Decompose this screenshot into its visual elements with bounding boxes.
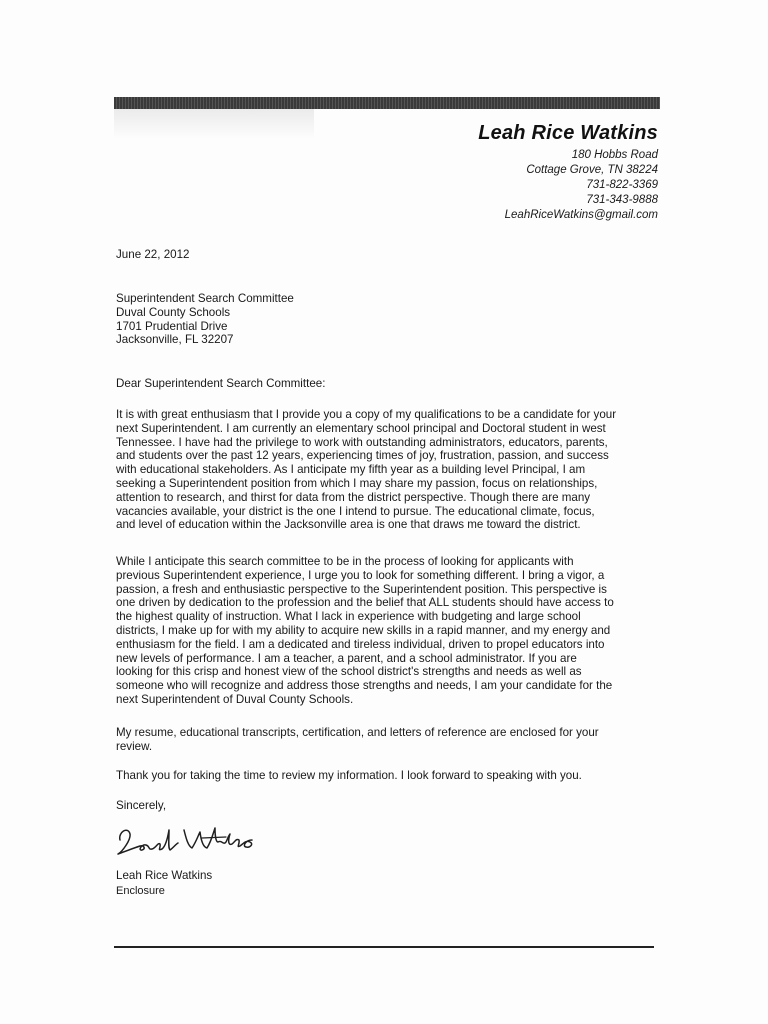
letterhead-bar — [114, 97, 660, 109]
sender-email: LeahRiceWatkins@gmail.com — [504, 209, 658, 221]
handwritten-signature — [114, 818, 264, 860]
recipient-line: Duval County Schools — [116, 305, 231, 319]
paragraph-line: and students over the past 12 years, experiencing times of joy, frustration, passion, and success — [116, 449, 609, 463]
paragraph-line: the highest quality of instruction. What I lack in experience with budgeting and large school — [116, 610, 581, 624]
paragraph-line: someone who will recognize and address those strengths and needs, I am your candidate for the — [116, 679, 613, 693]
paragraph-line: districts, I make up for with my ability to acquire new skills in a rapid manner, and my energy and — [116, 623, 611, 637]
paragraph-2 — [116, 555, 656, 707]
recipient-line: Superintendent Search Committee — [116, 292, 294, 305]
paragraph-line: next Superintendent. I am currently an elementary school principal and Doctoral student in west — [116, 421, 606, 435]
sender-city: Cottage Grove, TN 38224 — [526, 164, 658, 176]
paragraph-line: seeking a Superintendent position from which I may share my passion, focus on relationships, — [116, 476, 598, 490]
recipient-address — [116, 292, 656, 347]
paragraph-line: enthusiasm for the field. I am a dedicated and tireless individual, driven to propel educators into — [116, 637, 605, 651]
sender-street: 180 Hobbs Road — [571, 149, 658, 161]
paragraph-line: looking for this crisp and honest view of the school district's strengths and needs as well as — [116, 665, 582, 679]
paragraph-line: and level of education within the Jacksonville area is one that draws me toward the district. — [116, 518, 581, 532]
salutation: Dear Superintendent Search Committee: — [116, 377, 326, 390]
paragraph-line: My resume, educational transcripts, certification, and letters of reference are enclosed for your — [116, 726, 599, 739]
paragraph-4 — [116, 769, 656, 783]
paragraph-line: vacancies available, your district is the one I intend to pursue. The educational climate, focus, — [116, 504, 595, 518]
recipient-line: 1701 Prudential Drive — [116, 319, 228, 333]
paragraph-line: passion, a fresh and enthusiastic perspective to the Superintendent position. This perspective is — [116, 582, 607, 596]
closing: Sincerely, — [116, 799, 167, 812]
paragraph-1 — [116, 408, 656, 532]
paragraph-line: one driven by dedication to the profession and the belief that ALL students should have access to — [116, 596, 614, 610]
paragraph-line: review. — [116, 739, 153, 753]
sender-phone-1: 731-822-3369 — [586, 179, 658, 191]
letterhead — [478, 122, 658, 223]
paragraph-line: Thank you for taking the time to review my information. I look forward to speaking with you. — [116, 769, 582, 782]
paragraph-line: Tennessee. I have had the privilege to work with outstanding administrators, educators, parents, — [116, 435, 608, 449]
paragraph-line: It is with great enthusiasm that I provide you a copy of my qualifications to be a candidate for your — [116, 408, 617, 421]
letter-date: June 22, 2012 — [116, 248, 190, 261]
paragraph-line: While I anticipate this search committee to be in the process of looking for applicants with — [116, 555, 574, 568]
footer-rule — [114, 946, 654, 948]
enclosure-note: Enclosure — [116, 885, 165, 897]
paragraph-line: attention to research, and thirst for data from the district perspective. Though there are many — [116, 490, 591, 504]
sender-phone-2: 731-343-9888 — [586, 194, 658, 206]
recipient-line: Jacksonville, FL 32207 — [116, 333, 234, 347]
paragraph-line: next Superintendent of Duval County Schools. — [116, 692, 354, 706]
paragraph-line: with educational stakeholders. As I anticipate my fifth year as a building level Principal, I am — [116, 463, 586, 477]
paragraph-3 — [116, 726, 656, 754]
paragraph-line: new levels of performance. I am a teacher, a parent, and a school administrator. If you are — [116, 651, 577, 665]
sender-name: Leah Rice Watkins — [478, 122, 658, 144]
letterhead-shade — [114, 109, 314, 139]
paragraph-line: previous Superintendent experience, I urge you to look for something different. I bring a vigor, a — [116, 568, 605, 582]
signer-name: Leah Rice Watkins — [116, 869, 213, 882]
